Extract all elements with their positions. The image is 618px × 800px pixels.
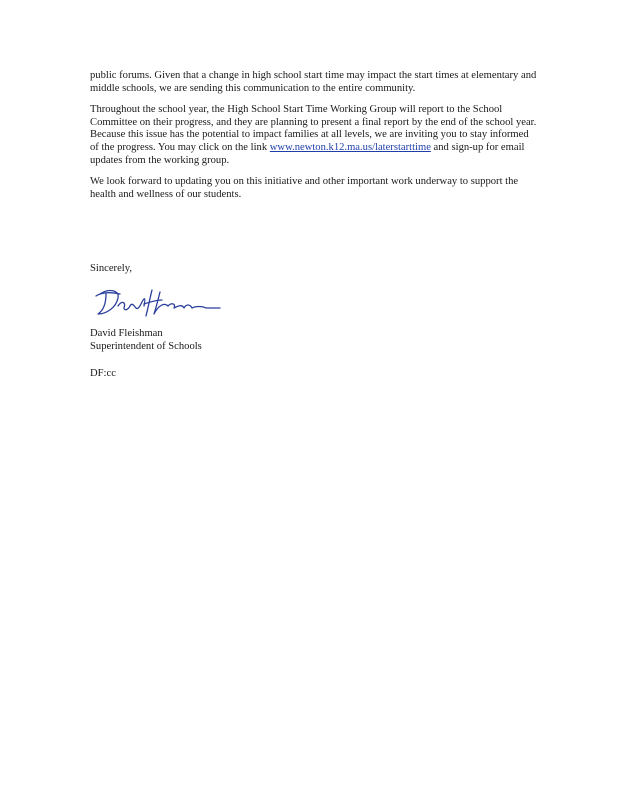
paragraph-working-group [90, 104, 540, 167]
reference-initials: DF:cc [90, 368, 116, 379]
handwritten-signature [94, 284, 224, 324]
closing-salutation: Sincerely, [90, 263, 132, 274]
signer-name: David Fleishman [90, 328, 163, 339]
paragraph-text: We look forward to updating you on this initiative and other important work underway to support the health and wellness of our students. [90, 176, 519, 200]
paragraph-text-before-link: Throughout the school year, the High School Start Time Working Group will report to the School Committee on their progress, and they are planning to present a final report by the end of the school year. Because this issue has the potential to impact families at all levels, we are inviting you to stay informed of the progress. You may click on the link [90, 104, 537, 153]
paragraph-text: public forums. Given that a change in high school start time may impact the start times at elementary and middle schools, we are sending this communication to the entire community. [90, 70, 537, 94]
later-start-time-link[interactable]: www.newton.k12.ma.us/laterstarttime [269, 141, 431, 153]
signer-title: Superintendent of Schools [90, 341, 202, 352]
paragraph-public-forums [90, 70, 540, 95]
letter-body [90, 70, 540, 379]
paragraph-text-after-link: and sign-up for email updates from the working group. [90, 141, 525, 166]
paragraph-looking-forward [90, 176, 540, 201]
